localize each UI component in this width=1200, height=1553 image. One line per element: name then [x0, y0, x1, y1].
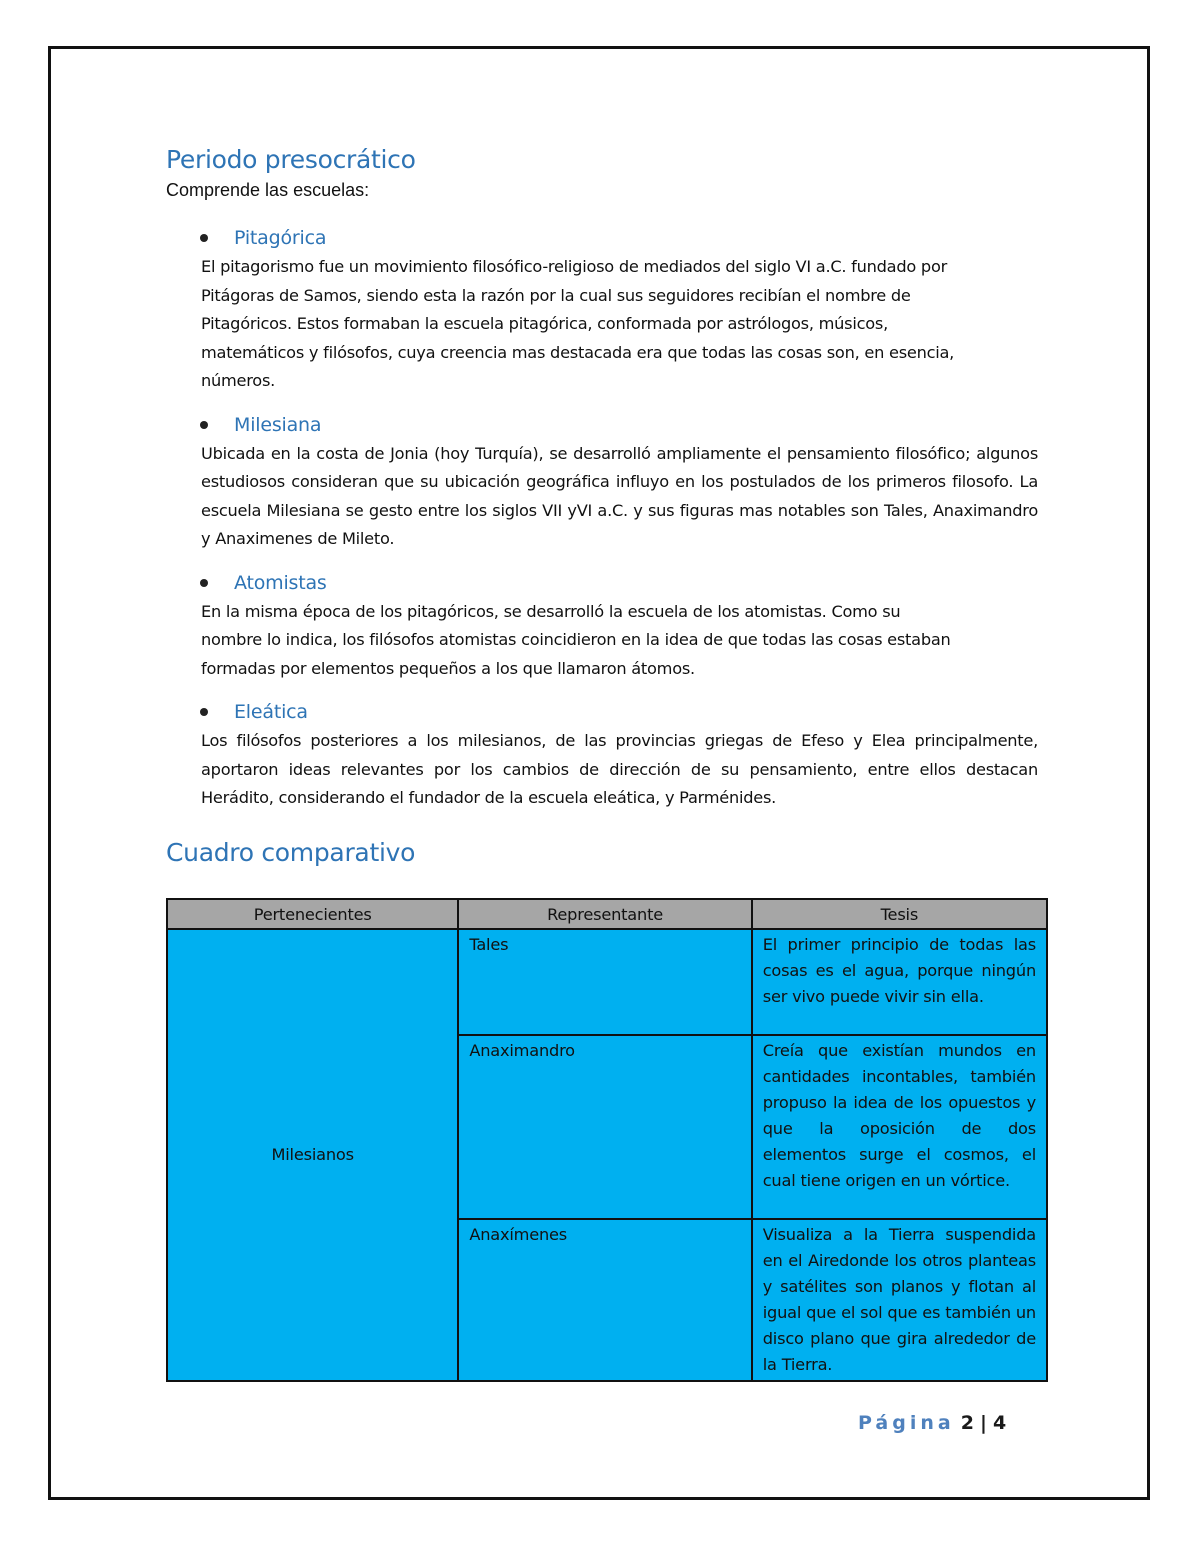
heading-presocratic: Periodo presocrático — [166, 145, 416, 174]
representative-cell: Anaxímenes — [458, 1219, 751, 1381]
table-header-row — [167, 899, 1047, 929]
text-line: matemáticos y filósofos, cuya creencia mas destacada era que todas las cosas son, en esencia, — [201, 342, 955, 362]
heading-comparative: Cuadro comparativo — [166, 837, 416, 867]
school-title: Pitagórica — [234, 227, 327, 249]
text-line: números. — [201, 371, 276, 390]
bullet-icon — [200, 708, 208, 716]
school-atomistas — [166, 568, 1038, 684]
school-milesiana — [166, 410, 1038, 554]
school-description: Los filósofos posteriores a los milesianos, de las provincias griegas de Efeso y Elea principalmente, aportaron ideas relevantes por los cambios de dirección de su pensamiento, entre ellos destacan Herádito, considerando el fundador de la escuela eleática, y Parménides. — [201, 731, 1038, 807]
comparison-table — [166, 898, 1048, 1382]
school-description — [201, 253, 1038, 396]
bullet-icon — [200, 579, 208, 587]
thesis-cell: Visualiza a la Tierra suspendida en el Airedonde los otros planteas y satélites son planos y flotan al igual que el sol que es también un disco plano que gira alrededor de la Tierra. — [752, 1219, 1047, 1381]
school-title: Atomistas — [234, 571, 327, 594]
representative-cell: Anaximandro — [458, 1035, 751, 1219]
text-line: El pitagorismo fue un movimiento filosófico-religioso de mediados del siglo VI a.C. fundado por — [201, 257, 948, 276]
intro-text: Comprende las escuelas: — [166, 180, 370, 200]
text-line: nombre lo indica, los filósofos atomistas coincidieron en la idea de que todas las cosas estaban — [201, 630, 951, 649]
header-pertenecientes: Pertenecientes — [167, 899, 458, 929]
school-description: Ubicada en la costa de Jonia (hoy Turquía), se desarrolló ampliamente el pensamiento filosófico; algunos estudiosos consideran que su ubicación geográfica influyo en los postulados de los primeros filosofo. La escuela Milesiana se gesto entre los siglos VII yVI a.C. y sus figuras mas notables son Tales, Anaximandro y Anaximenes de Mileto. — [201, 443, 1038, 548]
bullet-icon — [200, 234, 208, 242]
text-line: Pitagóricos. Estos formaban la escuela pitagórica, conformada por astrólogos, músicos, — [201, 314, 888, 333]
page-footer — [858, 1412, 1006, 1434]
page-current: 2 — [960, 1412, 974, 1434]
page-separator: | — [980, 1412, 987, 1434]
text-line: formadas por elementos pequeños a los que llamaron átomos. — [201, 658, 695, 678]
bullet-item — [200, 568, 1038, 598]
page-total: 4 — [993, 1412, 1007, 1434]
group-cell: Milesianos — [167, 929, 458, 1381]
header-tesis: Tesis — [752, 899, 1047, 929]
table-row — [167, 929, 1047, 1035]
school-eleatica — [166, 697, 1038, 813]
page-label: Página — [858, 1412, 955, 1434]
text-line: Pitágoras de Samos, siendo esta la razón por la cual sus seguidores recibían el nombre de — [201, 285, 911, 305]
school-pitagorica — [166, 223, 1038, 396]
thesis-cell: Creía que existían mundos en cantidades incontables, también propuso la idea de los opuestos y que la oposición de dos elementos surge el cosmos, el cual tiene origen en un vórtice. — [752, 1035, 1047, 1219]
bullet-item — [200, 223, 1038, 253]
bullet-icon — [200, 421, 208, 429]
thesis-cell: El primer principio de todas las cosas es el agua, porque ningún ser vivo puede vivir sin ella. — [752, 929, 1047, 1035]
school-title: Milesiana — [234, 413, 322, 436]
bullet-item — [200, 697, 1038, 727]
school-description — [201, 598, 1038, 684]
text-line: En la misma época de los pitagóricos, se desarrolló la escuela de los atomistas. Como su — [201, 601, 901, 621]
bullet-item — [200, 410, 1038, 440]
header-representante: Representante — [458, 899, 751, 929]
representative-cell: Tales — [458, 929, 751, 1035]
school-title: Eleática — [234, 701, 308, 723]
document-body — [166, 142, 1038, 871]
